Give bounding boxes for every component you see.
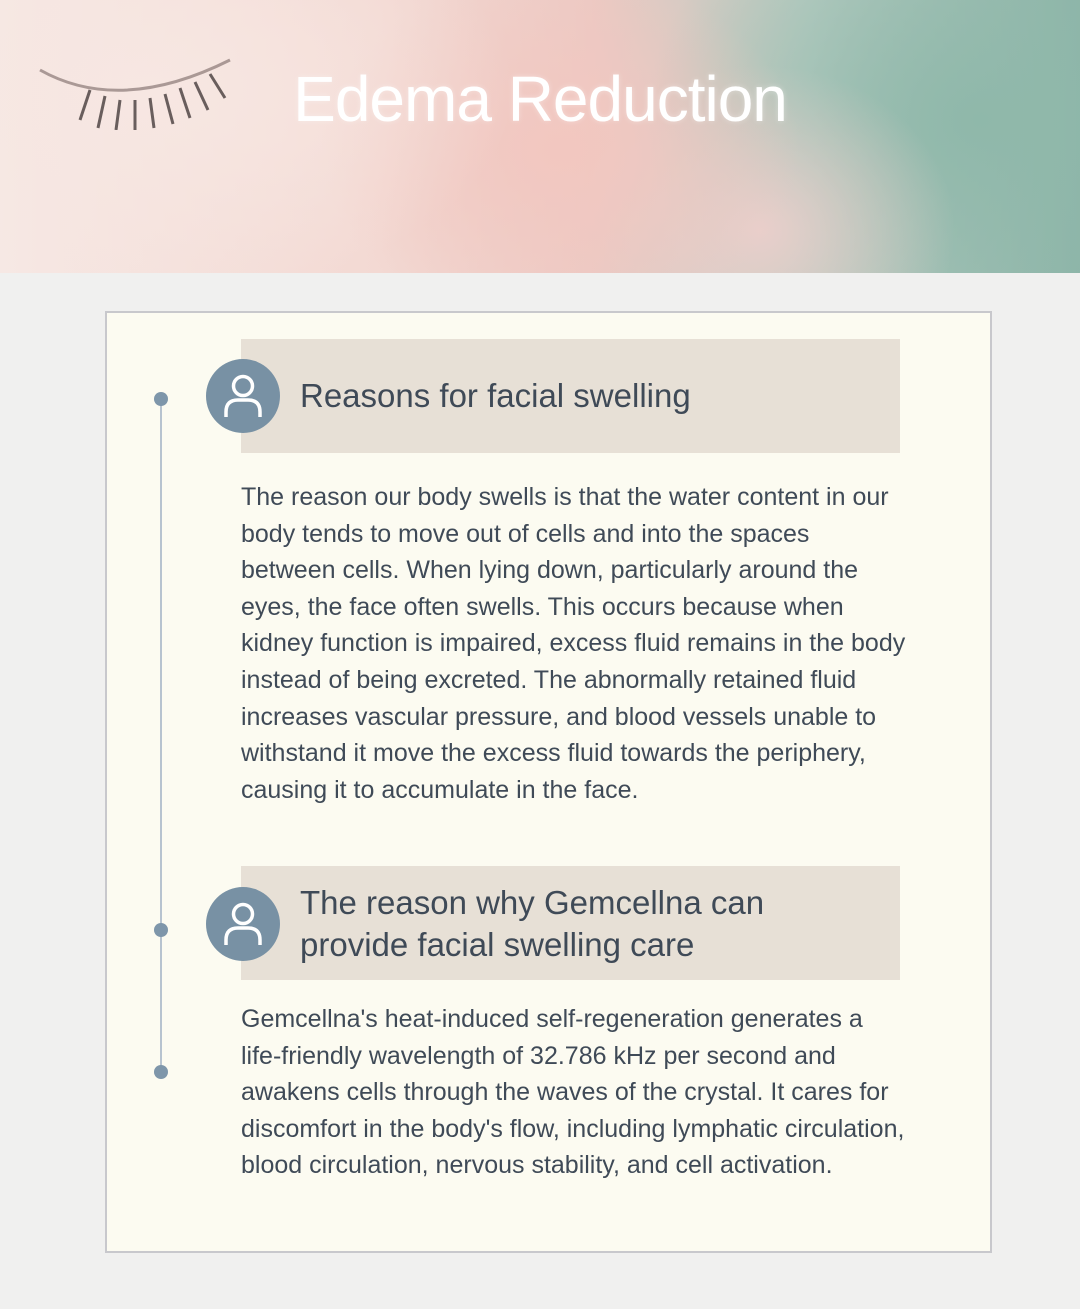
timeline-line — [160, 398, 162, 1072]
hero-banner — [0, 0, 1080, 273]
section-1-body: The reason our body swells is that the water content in our body tends to move out of cells and into the spaces between cells. When lying down, particularly around the eyes, the face often swells. This occurs because when kidney function is impaired, excess fluid remains in the body instead of being excreted. The abnormally retained fluid increases vascular pressure, and blood vessels unable to withstand it move the excess fluid towards the periphery, causing it to accumulate in the face. — [241, 483, 906, 804]
timeline-dot-1 — [154, 392, 168, 406]
user-icon — [206, 887, 280, 961]
timeline-dot-3 — [154, 1065, 168, 1079]
section-1-heading: Reasons for facial swelling — [300, 377, 691, 414]
section-2-heading: The reason why Gemcellna can provide facial swelling care — [300, 884, 765, 963]
page-title: Edema Reduction — [293, 63, 787, 135]
timeline-dot-2 — [154, 923, 168, 937]
user-icon — [206, 359, 280, 433]
section-2-body: Gemcellna's heat-induced self-regeneration generates a life-friendly wavelength of 32.786 kHz per second and awakens cells through the waves of the crystal. It cares for discomfort in the body's flow, including lymphatic circulation, blood circulation, nervous stability, and cell activation. — [241, 1005, 905, 1180]
